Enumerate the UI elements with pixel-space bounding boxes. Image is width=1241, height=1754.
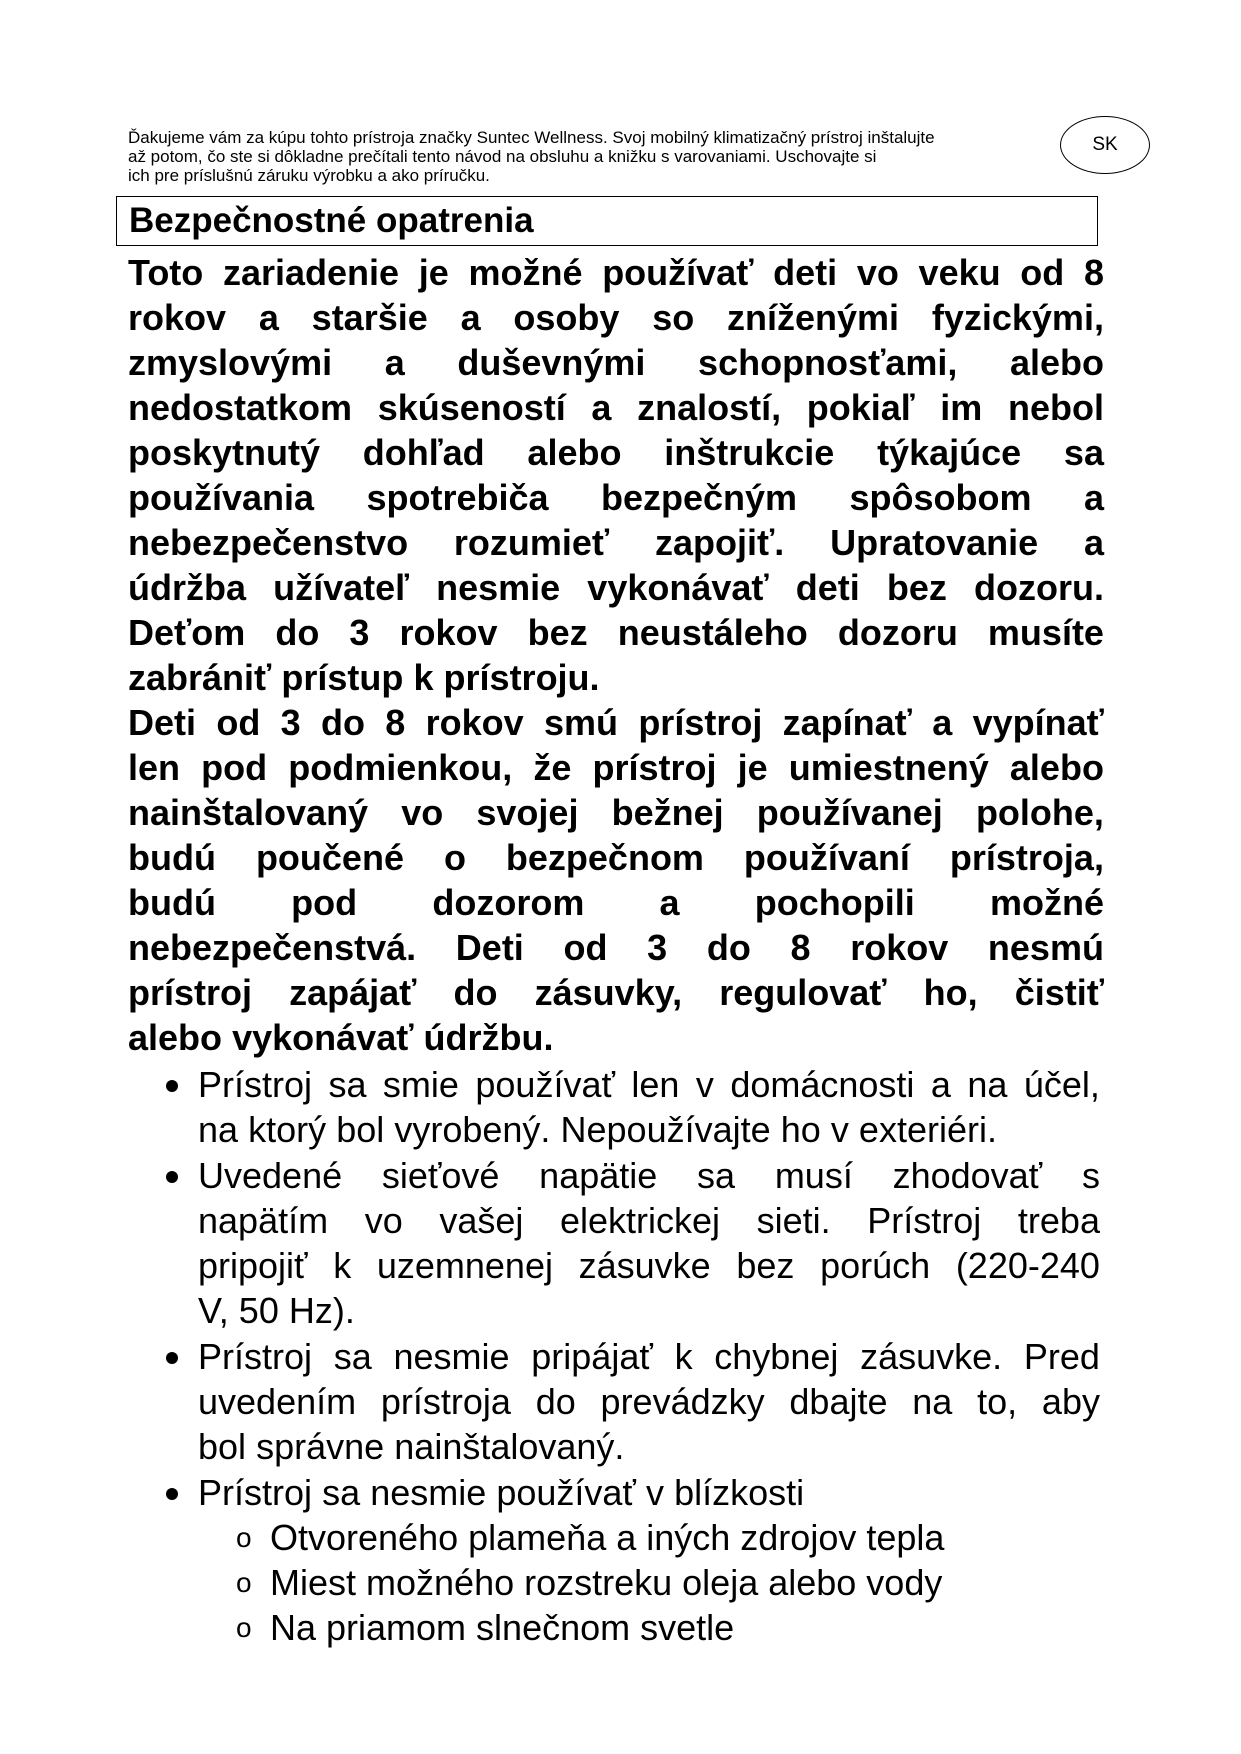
intro-line: Ďakujeme vám za kúpu tohto prístroja značky Suntec Wellness. Svoj mobilný klimatizačný prístroj inštalujte: [128, 128, 935, 147]
warning-line: len pod podmienkou, že prístroj je umiestnený alebo: [128, 747, 1104, 788]
bullet-line: Uvedené sieťové napätie sa musí zhodovať s: [198, 1155, 1100, 1196]
warning-line: používania spotrebiča bezpečným spôsobom a: [128, 477, 1104, 518]
warning-line: prístroj zapájať do zásuvky, regulovať ho, čistiť: [128, 972, 1104, 1013]
warning-line: alebo vykonávať údržbu.: [128, 1017, 554, 1058]
bullet-line: V, 50 Hz).: [198, 1290, 355, 1331]
warning-line: nebezpečenstvá. Deti od 3 do 8 rokov nesmú: [128, 927, 1104, 968]
section-heading-box: [116, 196, 1098, 246]
warning-line: rokov a staršie a osoby so zníženými fyzickými,: [128, 297, 1104, 338]
bullet-line: Prístroj sa smie používať len v domácnosti a na účel,: [198, 1064, 1100, 1105]
warning-line: nebezpečenstvo rozumieť zapojiť. Upratovanie a: [128, 522, 1104, 563]
safety-warning-paragraph: [128, 250, 1104, 1060]
circle-bullet-icon: o: [236, 1522, 252, 1553]
warning-line: zabrániť prístup k prístroju.: [128, 657, 600, 698]
warning-line: budú pod dozorom a pochopili možné: [128, 882, 1104, 923]
bullet-item: [160, 1153, 1100, 1333]
warning-line: budú poučené o bezpečnom používaní prístroja,: [128, 837, 1104, 878]
bullet-list: [160, 1062, 1100, 1651]
warning-line: poskytnutý dohľad alebo inštrukcie týkajúce sa: [128, 432, 1104, 473]
sub-list: [198, 1515, 1100, 1650]
bullet-line: napätím vo vašej elektrickej sieti. Prístroj treba: [198, 1200, 1100, 1241]
bullet-dot-icon: [166, 1080, 178, 1092]
bullet-line: uvedením prístroja do prevádzky dbajte na to, aby: [198, 1381, 1100, 1422]
intro-paragraph: [128, 128, 1058, 185]
bullet-dot-icon: [166, 1171, 178, 1183]
section-heading: Bezpečnostné opatrenia: [129, 201, 534, 240]
bullet-item: [160, 1062, 1100, 1152]
warning-line: nedostatkom skúseností a znalostí, pokiaľ im nebol: [128, 387, 1104, 428]
bullet-line: Prístroj sa nesmie pripájať k chybnej zásuvke. Pred: [198, 1336, 1100, 1377]
circle-bullet-icon: o: [236, 1612, 252, 1643]
bullet-line: bol správne nainštalovaný.: [198, 1426, 625, 1467]
circle-bullet-icon: o: [236, 1567, 252, 1598]
bullet-item: [160, 1334, 1100, 1469]
bullet-dot-icon: [166, 1488, 178, 1500]
bullet-item: [160, 1470, 1100, 1650]
intro-line: až potom, čo ste si dôkladne prečítali tento návod na obsluhu a knižku s varovaniami. Uschovajte si: [128, 147, 877, 166]
warning-line: nainštalovaný vo svojej bežnej používanej polohe,: [128, 792, 1104, 833]
intro-line: ich pre príslušnú záruku výrobku a ako príručku.: [128, 166, 490, 185]
bullet-line: Prístroj sa nesmie používať v blízkosti: [198, 1472, 805, 1513]
sub-list-item: o Otvoreného plameňa a iných zdrojov tepla: [236, 1517, 945, 1558]
warning-line: Deti od 3 do 8 rokov smú prístroj zapínať a vypínať: [128, 702, 1104, 743]
warning-line: údržba užívateľ nesmie vykonávať deti bez dozoru.: [128, 567, 1104, 608]
language-badge: SK: [1060, 116, 1150, 174]
warning-line: Toto zariadenie je možné používať deti vo veku od 8: [128, 252, 1104, 293]
bullet-line: na ktorý bol vyrobený. Nepoužívajte ho v exteriéri.: [198, 1109, 997, 1150]
warning-line: Deťom do 3 rokov bez neustáleho dozoru musíte: [128, 612, 1104, 653]
sub-list-item: o Miest možného rozstreku oleja alebo vody: [236, 1562, 943, 1603]
sub-list-item: o Na priamom slnečnom svetle: [236, 1607, 735, 1648]
bullet-dot-icon: [166, 1352, 178, 1364]
warning-line: zmyslovými a duševnými schopnosťami, alebo: [128, 342, 1104, 383]
bullet-line: pripojiť k uzemnenej zásuvke bez porúch (220-240: [198, 1245, 1100, 1286]
